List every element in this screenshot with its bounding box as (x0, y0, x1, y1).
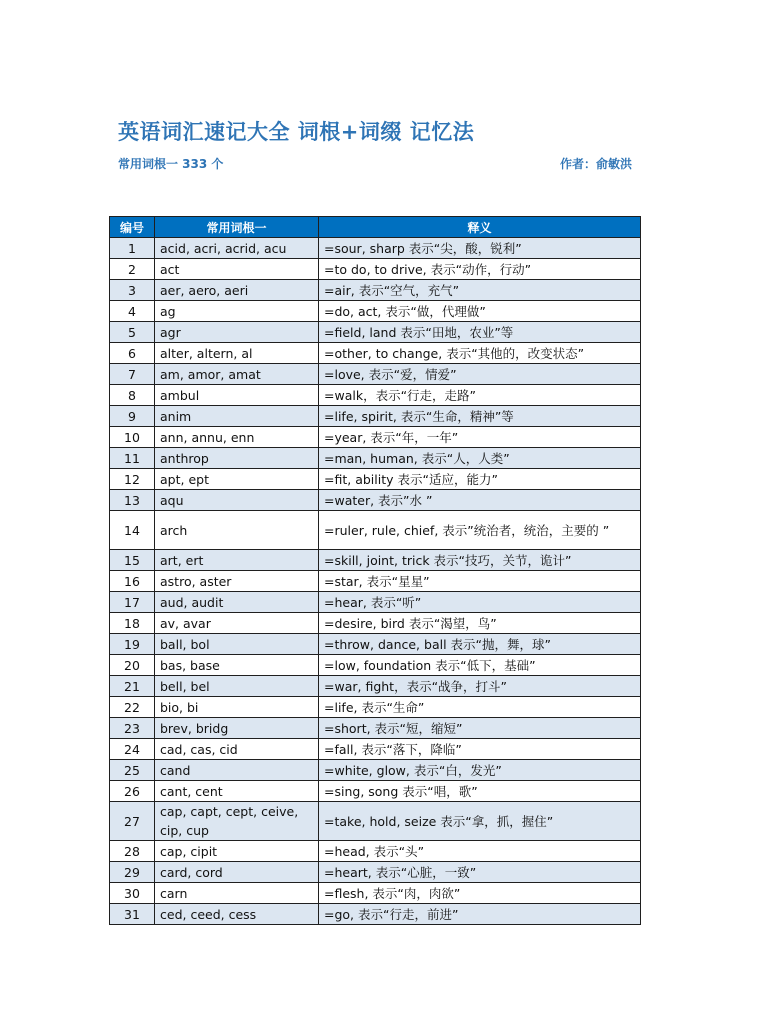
row-root: ced, ceed, cess (155, 904, 319, 925)
table-row (110, 427, 641, 448)
row-meaning: =sour, sharp 表示“尖，酸，锐利” (319, 238, 641, 259)
row-root: cad, cas, cid (155, 739, 319, 760)
row-number: 30 (110, 883, 155, 904)
row-number: 13 (110, 490, 155, 511)
table-row (110, 322, 641, 343)
row-meaning: =war, fight，表示“战争，打斗” (319, 676, 641, 697)
row-meaning: =air, 表示“空气，充气” (319, 280, 641, 301)
row-root: astro, aster (155, 571, 319, 592)
row-meaning: =low, foundation 表示“低下，基础” (319, 655, 641, 676)
row-meaning: =life, spirit, 表示“生命，精神”等 (319, 406, 641, 427)
row-number: 11 (110, 448, 155, 469)
row-number: 28 (110, 841, 155, 862)
table-row (110, 592, 641, 613)
row-root: ann, annu, enn (155, 427, 319, 448)
table-row (110, 301, 641, 322)
row-meaning: =other, to change, 表示“其他的，改变状态” (319, 343, 641, 364)
row-number: 6 (110, 343, 155, 364)
row-number: 14 (110, 511, 155, 550)
table-row (110, 781, 641, 802)
header-number: 编号 (110, 217, 155, 238)
row-meaning: =head, 表示“头” (319, 841, 641, 862)
row-meaning: =flesh, 表示“肉，肉欲” (319, 883, 641, 904)
row-root: am, amor, amat (155, 364, 319, 385)
row-meaning: =heart, 表示“心脏，一致” (319, 862, 641, 883)
row-meaning: =do, act, 表示“做，代理做” (319, 301, 641, 322)
row-root: ag (155, 301, 319, 322)
row-root: arch (155, 511, 319, 550)
row-root: cant, cent (155, 781, 319, 802)
row-number: 25 (110, 760, 155, 781)
row-root: bas, base (155, 655, 319, 676)
table-row (110, 841, 641, 862)
row-root: ambul (155, 385, 319, 406)
row-root: carn (155, 883, 319, 904)
row-meaning: =man, human, 表示“人，人类” (319, 448, 641, 469)
table-row (110, 613, 641, 634)
row-number: 2 (110, 259, 155, 280)
row-number: 7 (110, 364, 155, 385)
row-root: agr (155, 322, 319, 343)
row-meaning: =sing, song 表示“唱，歌” (319, 781, 641, 802)
table-row (110, 739, 641, 760)
table-row (110, 448, 641, 469)
author-credit: 作者：俞敏洪 (559, 157, 632, 171)
table-row (110, 550, 641, 571)
row-root: apt, ept (155, 469, 319, 490)
row-number: 27 (110, 802, 155, 841)
row-number: 16 (110, 571, 155, 592)
row-root: aer, aero, aeri (155, 280, 319, 301)
row-root: cap, capt, cept, ceive, cip, cup (155, 802, 319, 841)
table-row (110, 238, 641, 259)
row-number: 29 (110, 862, 155, 883)
row-number: 22 (110, 697, 155, 718)
row-meaning: =go, 表示“行走，前进” (319, 904, 641, 925)
row-root: cand (155, 760, 319, 781)
row-number: 31 (110, 904, 155, 925)
row-meaning: =desire, bird 表示“渴望，鸟” (319, 613, 641, 634)
row-number: 15 (110, 550, 155, 571)
row-meaning: =water, 表示”水 ” (319, 490, 641, 511)
row-root: acid, acri, acrid, acu (155, 238, 319, 259)
row-number: 10 (110, 427, 155, 448)
row-number: 18 (110, 613, 155, 634)
word-root-table (109, 216, 641, 925)
row-root: alter, altern, al (155, 343, 319, 364)
row-meaning: =short, 表示“短，缩短” (319, 718, 641, 739)
table-row (110, 385, 641, 406)
row-meaning: =throw, dance, ball 表示“抛，舞，球” (319, 634, 641, 655)
row-meaning: =year, 表示“年，一年” (319, 427, 641, 448)
row-number: 1 (110, 238, 155, 259)
table-row (110, 280, 641, 301)
table-row (110, 490, 641, 511)
row-meaning: =hear, 表示“听” (319, 592, 641, 613)
row-root: brev, bridg (155, 718, 319, 739)
row-root: ball, bol (155, 634, 319, 655)
table-row (110, 511, 641, 550)
row-meaning: =take, hold, seize 表示“拿，抓，握住” (319, 802, 641, 841)
row-number: 3 (110, 280, 155, 301)
table-row (110, 676, 641, 697)
row-root: bio, bi (155, 697, 319, 718)
row-meaning: =white, glow, 表示“白，发光” (319, 760, 641, 781)
row-number: 26 (110, 781, 155, 802)
row-root: act (155, 259, 319, 280)
row-number: 17 (110, 592, 155, 613)
table-row (110, 406, 641, 427)
table-header-row (110, 217, 641, 238)
table-row (110, 469, 641, 490)
row-meaning: =field, land 表示“田地，农业”等 (319, 322, 641, 343)
table-row (110, 259, 641, 280)
row-root: aud, audit (155, 592, 319, 613)
table-row (110, 760, 641, 781)
row-meaning: =ruler, rule, chief, 表示”统治者，统治，主要的 ” (319, 511, 641, 550)
row-meaning: =fall, 表示“落下，降临” (319, 739, 641, 760)
header-root: 常用词根一 (155, 217, 319, 238)
table-row (110, 343, 641, 364)
table-row (110, 655, 641, 676)
row-number: 9 (110, 406, 155, 427)
row-root: bell, bel (155, 676, 319, 697)
row-number: 20 (110, 655, 155, 676)
row-number: 4 (110, 301, 155, 322)
row-meaning: =to do, to drive, 表示“动作，行动” (319, 259, 641, 280)
table-row (110, 634, 641, 655)
table-body (110, 238, 641, 925)
row-meaning: =life, 表示“生命” (319, 697, 641, 718)
row-root: card, cord (155, 862, 319, 883)
header-meaning: 释义 (319, 217, 641, 238)
row-number: 8 (110, 385, 155, 406)
row-root: av, avar (155, 613, 319, 634)
row-root: anim (155, 406, 319, 427)
subtitle: 常用词根一 333 个 (118, 157, 224, 171)
table-row (110, 883, 641, 904)
row-number: 21 (110, 676, 155, 697)
table-row (110, 571, 641, 592)
table-row (110, 364, 641, 385)
row-meaning: =star, 表示“星星” (319, 571, 641, 592)
row-number: 5 (110, 322, 155, 343)
table-row (110, 718, 641, 739)
row-meaning: =love, 表示“爱，情爱” (319, 364, 641, 385)
row-meaning: =skill, joint, trick 表示“技巧，关节，诡计” (319, 550, 641, 571)
row-root: cap, cipit (155, 841, 319, 862)
row-number: 19 (110, 634, 155, 655)
page-title: 英语词汇速记大全 词根+词缀 记忆法 (118, 120, 475, 144)
row-root: art, ert (155, 550, 319, 571)
row-root: aqu (155, 490, 319, 511)
row-meaning: =fit, ability 表示“适应，能力” (319, 469, 641, 490)
table-row (110, 802, 641, 841)
table-row (110, 862, 641, 883)
table-row (110, 904, 641, 925)
row-root: anthrop (155, 448, 319, 469)
table-row (110, 697, 641, 718)
row-number: 12 (110, 469, 155, 490)
row-number: 24 (110, 739, 155, 760)
row-meaning: =walk，表示“行走，走路” (319, 385, 641, 406)
row-number: 23 (110, 718, 155, 739)
